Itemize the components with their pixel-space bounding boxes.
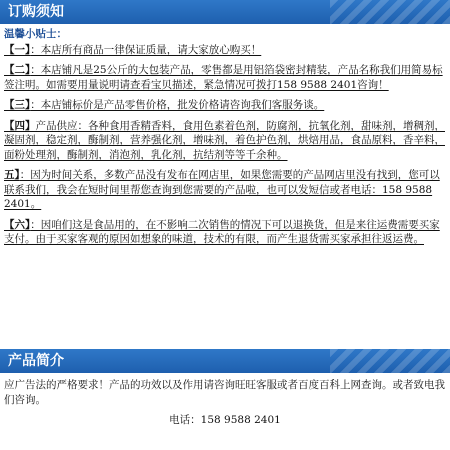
intro-content (4, 378, 446, 428)
intro-text: 应广告法的严格要求！产品的功效以及作用请咨询旺旺客服或者百度百科上网查询。或者致电我们咨询。 (4, 379, 445, 406)
item-text: ：因咱们这是食品用的，在不影响二次销售的情况下可以退换货，但是来往运费需要买家支付。由于买家客观的原因如想象的味道，技术的有限，而产生退货需买家承担往返运费。 (4, 218, 440, 245)
item-text: ：本店铺凡是25公斤的大包装产品，零售都是用铝箔袋密封精装，产品名称我们用简易标签注明。如需要用量说明请查看宝贝描述，紧急情况可拨打158 9588 2401咨询！ (4, 64, 443, 91)
item-text: ：本店铺标价是产品零售价格，批发价格请咨询我们客服务谈。 (30, 99, 325, 111)
item-tag: 【二】 (4, 64, 31, 76)
notice-item-2 (4, 63, 446, 92)
intro-phone: 电话：158 9588 2401 (169, 414, 281, 426)
notice-item-6 (4, 218, 446, 247)
notice-banner-title: 订购须知 (8, 4, 64, 20)
notice-banner (0, 0, 450, 24)
item-tag: 五】 (4, 169, 20, 181)
notice-item-1 (4, 43, 446, 58)
notice-item-4 (4, 119, 446, 163)
notice-content (4, 27, 446, 253)
banner-decoration (330, 0, 450, 24)
notice-item-5 (4, 168, 446, 212)
banner-decoration (330, 349, 450, 373)
tips-title: 温馨小贴士： (4, 28, 67, 40)
item-text: 产品供应：各种食用香精香料，食用色素着色剂，防腐剂，抗氧化剂，甜味剂，增稠剂，凝固剂，稳定剂，酶制剂，营养强化剂，增味剂，着色护色剂，烘焙用品，食品原料，香辛料，面粉处理剂，酶制剂，消泡剂，乳化剂，抗结剂等等千余种。 (4, 119, 445, 161)
item-tag: 【三】 (4, 99, 31, 111)
notice-item-3 (4, 98, 446, 113)
intro-banner-title: 产品简介 (8, 353, 64, 369)
item-text: ：因为时间关系，多数产品没有发布在网店里，如果您需要的产品网店里没有找到，您可以联系我们，我会在短时间里帮您查询到您需要的产品啦，也可以发短信或者电话：158 9588 2401。 (4, 169, 440, 210)
intro-banner (0, 349, 450, 373)
item-tag: 【四】 (4, 119, 36, 132)
item-tag: 【一】 (4, 43, 31, 56)
item-tag: 【六】 (4, 218, 31, 231)
item-text: ：本店所有商品一律保证质量，请大家放心购买！ (30, 43, 262, 56)
